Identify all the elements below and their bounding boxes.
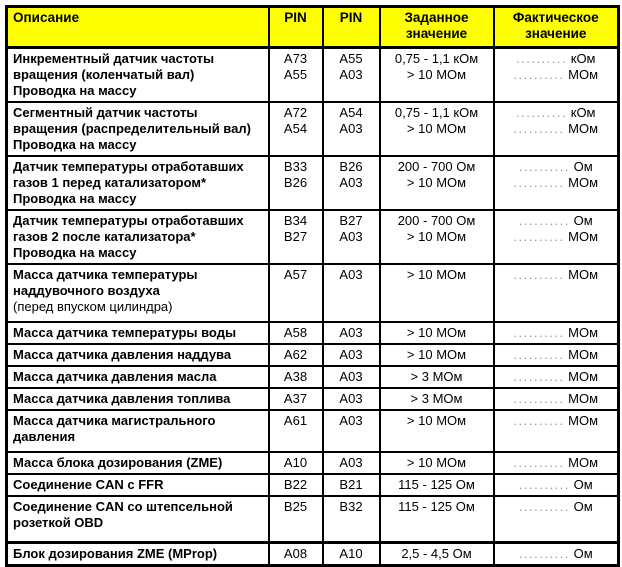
unit-label: МОм — [568, 369, 599, 384]
dotted-blank: .......... — [513, 175, 565, 190]
pin-value: B34 — [283, 213, 308, 228]
pin-value: B26 — [339, 159, 363, 174]
pin-value: A54 — [339, 105, 363, 120]
target-value: 200 - 700 Ом — [397, 213, 476, 228]
actual-value-cell — [494, 496, 619, 543]
pin-1-cell — [269, 210, 323, 264]
target-value: 200 - 700 Ом — [397, 159, 476, 174]
pin-1-cell — [269, 156, 323, 210]
actual-value-cell — [494, 410, 619, 452]
dotted-blank: .......... — [518, 213, 570, 228]
actual-value-blank — [498, 105, 615, 121]
table-body — [7, 48, 619, 566]
description-text: Соединение CAN с FFR — [13, 477, 164, 492]
dotted-blank: .......... — [516, 51, 568, 66]
pin-2-cell — [323, 156, 380, 210]
description-text: Масса датчика давления масла — [13, 369, 217, 384]
dotted-blank: .......... — [516, 105, 568, 120]
table-row — [7, 102, 619, 156]
pin-2-cell — [323, 322, 380, 344]
description-cell — [7, 543, 269, 566]
target-value: > 10 МОм — [406, 121, 467, 136]
pin-value: A72 — [283, 105, 308, 120]
actual-value-blank — [498, 391, 615, 407]
description-text: Инкрементный датчик частоты вращения (коленчатый вал) — [13, 51, 215, 82]
actual-value-cell — [494, 210, 619, 264]
dotted-blank: .......... — [513, 67, 565, 82]
actual-value-cell — [494, 388, 619, 410]
dotted-blank: .......... — [513, 391, 565, 406]
actual-value-blank — [498, 499, 615, 515]
actual-value-blank — [498, 325, 615, 341]
target-value: > 3 МОм — [410, 369, 463, 384]
pin-2-cell — [323, 102, 380, 156]
pin-value: B21 — [339, 477, 363, 492]
pin-1-cell — [269, 543, 323, 566]
pin-value: A73 — [283, 51, 308, 66]
pin-value: A62 — [283, 347, 308, 362]
description-text: Масса датчика давления топлива — [13, 391, 231, 406]
description-cell — [7, 410, 269, 452]
target-value: > 10 МОм — [406, 267, 467, 282]
description-note: (перед впуском цилиндра) — [13, 299, 173, 314]
actual-value-blank — [498, 369, 615, 385]
actual-value-blank — [498, 477, 615, 493]
header-actual-value: Фактическое значение — [494, 7, 619, 48]
actual-value-cell — [494, 543, 619, 566]
target-value-cell — [380, 48, 494, 103]
actual-value-blank — [498, 546, 615, 562]
unit-label: МОм — [568, 455, 599, 470]
pin-value: B33 — [283, 159, 308, 174]
target-value: > 10 МОм — [406, 455, 467, 470]
pin-value: B27 — [283, 229, 308, 244]
unit-label: МОм — [568, 413, 599, 428]
pin-2-cell — [323, 344, 380, 366]
target-value-cell — [380, 264, 494, 322]
target-value-cell — [380, 410, 494, 452]
target-value: > 10 МОм — [406, 413, 467, 428]
description-text: Масса блока дозирования (ZME) — [13, 455, 223, 470]
description-text: Проводка на массу — [13, 245, 137, 260]
pin-value: A03 — [339, 455, 363, 470]
unit-label: Ом — [573, 477, 593, 492]
actual-value-cell — [494, 366, 619, 388]
table-row — [7, 410, 619, 452]
pin-value: A57 — [283, 267, 308, 282]
pin-value: A03 — [339, 175, 363, 190]
description-cell — [7, 264, 269, 322]
dotted-blank: .......... — [513, 455, 565, 470]
target-value: > 10 МОм — [406, 229, 467, 244]
actual-value-cell — [494, 48, 619, 103]
description-cell — [7, 388, 269, 410]
actual-value-blank — [498, 51, 615, 67]
pin-1-cell — [269, 48, 323, 103]
description-cell — [7, 322, 269, 344]
header-pin-2: PIN — [323, 7, 380, 48]
target-value: 0,75 - 1,1 кОм — [394, 51, 479, 66]
actual-value-blank — [498, 347, 615, 363]
actual-value-cell — [494, 474, 619, 496]
header-pin-1: PIN — [269, 7, 323, 48]
table-row — [7, 496, 619, 543]
dotted-blank: .......... — [518, 499, 570, 514]
description-text: Масса датчика давления наддува — [13, 347, 232, 362]
target-value-cell — [380, 156, 494, 210]
dotted-blank: .......... — [513, 121, 565, 136]
unit-label: МОм — [568, 325, 599, 340]
actual-value-cell — [494, 344, 619, 366]
actual-value-cell — [494, 156, 619, 210]
dotted-blank: .......... — [513, 229, 565, 244]
pin-1-cell — [269, 452, 323, 474]
table-row — [7, 156, 619, 210]
description-text: Датчик температуры отработавших газов 1 перед катализатором* — [13, 159, 244, 190]
pin-value: A03 — [339, 67, 363, 82]
header-target-value: Заданное значение — [380, 7, 494, 48]
pin-1-cell — [269, 366, 323, 388]
dotted-blank: .......... — [518, 546, 570, 561]
unit-label: МОм — [568, 391, 599, 406]
target-value-cell — [380, 344, 494, 366]
table-row — [7, 264, 619, 322]
target-value-cell — [380, 452, 494, 474]
target-value: > 10 МОм — [406, 347, 467, 362]
description-cell — [7, 366, 269, 388]
target-value: 0,75 - 1,1 кОм — [394, 105, 479, 120]
dotted-blank: .......... — [518, 159, 570, 174]
actual-value-blank — [498, 267, 615, 283]
actual-value-blank — [498, 159, 615, 175]
description-cell — [7, 496, 269, 543]
pin-value: A58 — [283, 325, 308, 340]
description-text: Масса датчика магистрального давления — [13, 413, 216, 444]
unit-label: кОм — [570, 51, 596, 66]
header-description: Описание — [7, 7, 269, 48]
unit-label: МОм — [568, 121, 599, 136]
table-row — [7, 388, 619, 410]
unit-label: Ом — [573, 159, 593, 174]
dotted-blank: .......... — [513, 347, 565, 362]
description-text: Датчик температуры отработавших газов 2 после катализатора* — [13, 213, 244, 244]
target-value-cell — [380, 366, 494, 388]
pin-value: B27 — [339, 213, 363, 228]
actual-value-cell — [494, 322, 619, 344]
pin-1-cell — [269, 344, 323, 366]
unit-label: МОм — [568, 67, 599, 82]
description-cell — [7, 48, 269, 103]
pin-2-cell — [323, 452, 380, 474]
pin-1-cell — [269, 264, 323, 322]
description-text: Проводка на массу — [13, 137, 137, 152]
unit-label: МОм — [568, 229, 599, 244]
pin-value: A03 — [339, 325, 363, 340]
pin-value: A03 — [339, 347, 363, 362]
pin-2-cell — [323, 388, 380, 410]
table-row — [7, 210, 619, 264]
target-value-cell — [380, 210, 494, 264]
target-value-cell — [380, 388, 494, 410]
dotted-blank: .......... — [513, 413, 565, 428]
target-value: 115 - 125 Ом — [398, 499, 475, 514]
unit-label: МОм — [568, 175, 599, 190]
header-row — [7, 7, 619, 48]
pin-2-cell — [323, 48, 380, 103]
table-row — [7, 366, 619, 388]
unit-label: Ом — [573, 213, 593, 228]
description-text: Масса датчика температуры воды — [13, 325, 237, 340]
description-cell — [7, 474, 269, 496]
target-value-cell — [380, 543, 494, 566]
pin-value: A08 — [283, 546, 308, 561]
pin-2-cell — [323, 210, 380, 264]
table-row — [7, 474, 619, 496]
actual-value-blank — [498, 413, 615, 429]
pin-2-cell — [323, 543, 380, 566]
pin-1-cell — [269, 474, 323, 496]
table-row — [7, 48, 619, 103]
pin-value: A03 — [339, 413, 363, 428]
description-cell — [7, 452, 269, 474]
pin-value: A38 — [283, 369, 308, 384]
pin-value: B26 — [283, 175, 308, 190]
dotted-blank: .......... — [518, 477, 570, 492]
description-cell — [7, 344, 269, 366]
description-cell — [7, 210, 269, 264]
pin-value: B32 — [339, 499, 363, 514]
table-row — [7, 344, 619, 366]
pin-2-cell — [323, 410, 380, 452]
target-value-cell — [380, 474, 494, 496]
target-value: 2,5 - 4,5 Ом — [401, 546, 472, 561]
description-text: Блок дозирования ZME (MProp) — [13, 546, 218, 561]
unit-label: кОм — [570, 105, 596, 120]
pin-1-cell — [269, 410, 323, 452]
target-value-cell — [380, 322, 494, 344]
pin-value: A03 — [339, 369, 363, 384]
table-row — [7, 322, 619, 344]
pin-value: B22 — [283, 477, 308, 492]
actual-value-blank — [498, 121, 615, 137]
unit-label: Ом — [573, 499, 593, 514]
table-row — [7, 452, 619, 474]
actual-value-blank — [498, 175, 615, 191]
pin-2-cell — [323, 366, 380, 388]
target-value-cell — [380, 102, 494, 156]
pin-1-cell — [269, 102, 323, 156]
pin-1-cell — [269, 388, 323, 410]
pin-value: A03 — [339, 391, 363, 406]
target-value: 115 - 125 Ом — [398, 477, 475, 492]
pin-value: A61 — [283, 413, 308, 428]
target-value: > 3 МОм — [410, 391, 463, 406]
description-text: Проводка на массу — [13, 191, 137, 206]
actual-value-cell — [494, 264, 619, 322]
pin-value: A10 — [339, 546, 363, 561]
actual-value-blank — [498, 229, 615, 245]
description-cell — [7, 102, 269, 156]
pin-value: B25 — [283, 499, 308, 514]
actual-value-cell — [494, 102, 619, 156]
actual-value-cell — [494, 452, 619, 474]
target-value: > 10 МОм — [406, 175, 467, 190]
pin-2-cell — [323, 474, 380, 496]
actual-value-blank — [498, 213, 615, 229]
table-row — [7, 543, 619, 566]
dotted-blank: .......... — [513, 325, 565, 340]
description-text: Проводка на массу — [13, 83, 137, 98]
unit-label: МОм — [568, 347, 599, 362]
pin-value: A10 — [283, 455, 308, 470]
table-header — [7, 7, 619, 48]
pin-2-cell — [323, 264, 380, 322]
pin-value: A03 — [339, 229, 363, 244]
pin-value: A55 — [283, 67, 308, 82]
unit-label: МОм — [568, 267, 599, 282]
pin-1-cell — [269, 496, 323, 543]
description-text: Соединение CAN со штепсельной розеткой OBD — [13, 499, 233, 530]
pin-value: A03 — [339, 267, 363, 282]
description-text: Сегментный датчик частоты вращения (распределительный вал) — [13, 105, 251, 136]
actual-value-blank — [498, 67, 615, 83]
dotted-blank: .......... — [513, 267, 565, 282]
pin-value: A03 — [339, 121, 363, 136]
target-value-cell — [380, 496, 494, 543]
measurement-table — [5, 5, 620, 567]
pin-value: A55 — [339, 51, 363, 66]
target-value: > 10 МОм — [406, 325, 467, 340]
pin-value: A54 — [283, 121, 308, 136]
actual-value-blank — [498, 455, 615, 471]
unit-label: Ом — [573, 546, 593, 561]
target-value: > 10 МОм — [406, 67, 467, 82]
description-text: Масса датчика температуры наддувочного воздуха — [13, 267, 198, 298]
dotted-blank: .......... — [513, 369, 565, 384]
pin-value: A37 — [283, 391, 308, 406]
pin-1-cell — [269, 322, 323, 344]
description-cell — [7, 156, 269, 210]
pin-2-cell — [323, 496, 380, 543]
